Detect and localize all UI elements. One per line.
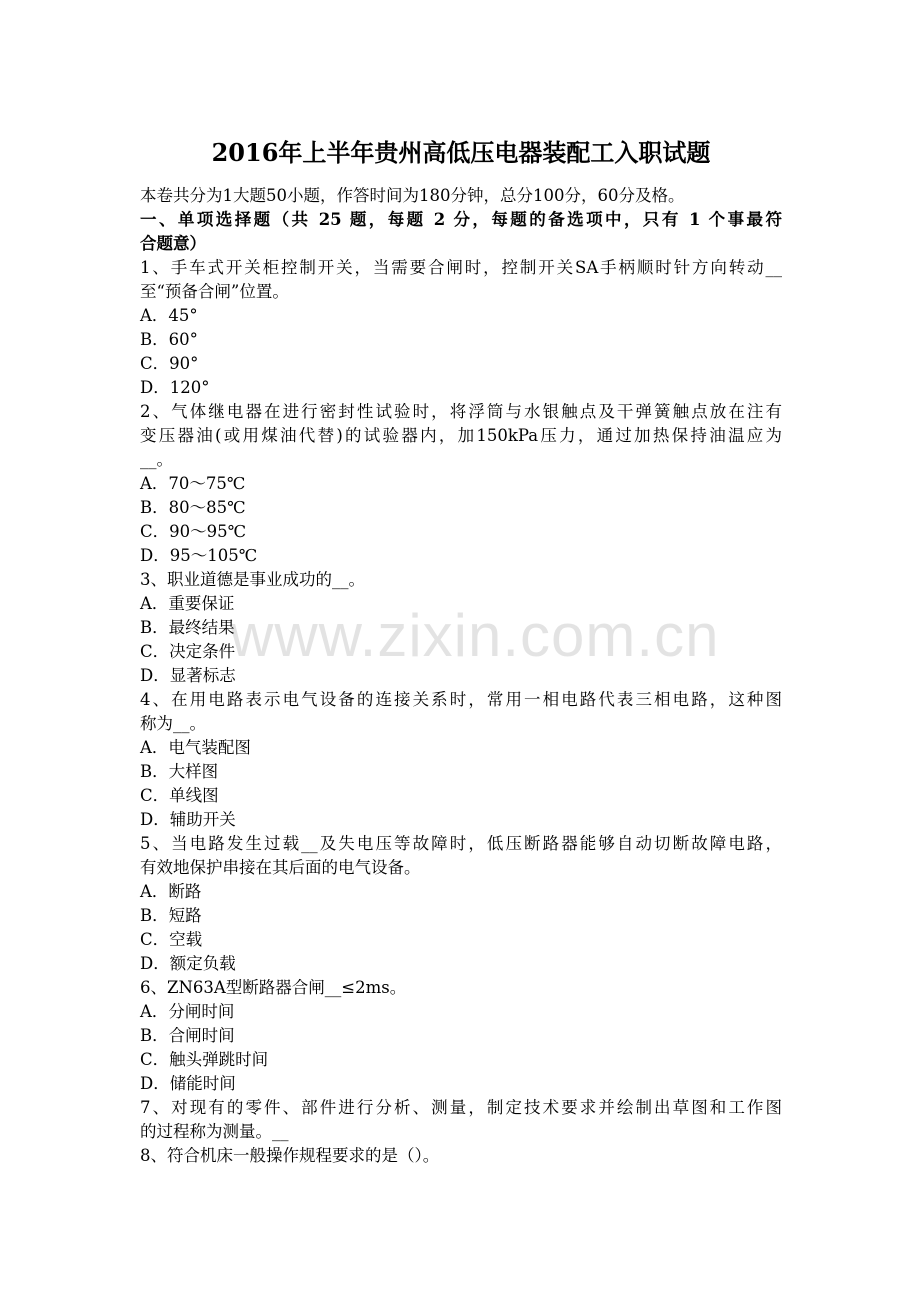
answer-option: A．45° xyxy=(140,306,198,325)
question-1 xyxy=(140,256,782,400)
question-text-line: 至“预备合闸”位置。 xyxy=(140,282,289,301)
question-5 xyxy=(140,832,782,976)
answer-option: D．额定负载 xyxy=(140,954,236,973)
answer-option: B．最终结果 xyxy=(140,618,235,637)
watermark: www.zixin.com.cn xyxy=(230,602,720,669)
question-text-line: 6、ZN63A型断路器合闸__≤2ms。 xyxy=(140,978,407,997)
answer-option: D．95～105℃ xyxy=(140,546,258,565)
answer-option: A．电气装配图 xyxy=(140,738,251,757)
intro-text: 本卷共分为1大题50小题，作答时间为180分钟，总分100分，60分及格。 xyxy=(140,186,685,205)
answer-option: B．60° xyxy=(140,330,198,349)
answer-option: B．短路 xyxy=(140,906,202,925)
question-text-line: 称为__。 xyxy=(140,714,206,733)
question-text-line: 的过程称为测量。__ xyxy=(140,1122,289,1141)
question-text-line: 5、当电路发生过载__及失电压等故障时，低压断路器能够自动切断故障电路， xyxy=(140,834,782,853)
question-8 xyxy=(140,1144,782,1168)
question-text-line: __。 xyxy=(140,450,173,469)
answer-option: D．辅助开关 xyxy=(140,810,236,829)
question-7 xyxy=(140,1096,782,1144)
question-text-line: 3、职业道德是事业成功的__。 xyxy=(140,570,365,589)
answer-option: C．90° xyxy=(140,354,199,373)
answer-option: A．断路 xyxy=(140,882,202,901)
answer-option: A．70～75℃ xyxy=(140,474,246,493)
answer-option: B．80～85℃ xyxy=(140,498,246,517)
answer-option: D．显著标志 xyxy=(140,666,236,685)
question-text-line: 1、手车式开关柜控制开关，当需要合闸时，控制开关SA手柄顺时针方向转动__ xyxy=(140,258,782,277)
question-4 xyxy=(140,688,782,832)
answer-option: D．储能时间 xyxy=(140,1074,236,1093)
question-text-line: 有效地保护串接在其后面的电气设备。 xyxy=(140,858,421,877)
question-text-line: 变压器油(或用煤油代替)的试验器内，加150kPa压力，通过加热保持油温应为 xyxy=(140,426,782,445)
question-text-line: 8、符合机床一般操作规程要求的是（）。 xyxy=(140,1146,440,1165)
section-heading-line-1: 一、单项选择题（共 25 题，每题 2 分，每题的备选项中，只有 1 个事最符 xyxy=(140,210,782,229)
answer-option: C．触头弹跳时间 xyxy=(140,1050,269,1069)
answer-option: C．空载 xyxy=(140,930,203,949)
question-list xyxy=(140,256,782,1168)
answer-option: A．分闸时间 xyxy=(140,1002,235,1021)
answer-option: C．单线图 xyxy=(140,786,219,805)
question-text-line: 7、对现有的零件、部件进行分析、测量，制定技术要求并绘制出草图和工作图 xyxy=(140,1098,782,1117)
answer-option: B．大样图 xyxy=(140,762,219,781)
question-text-line: 4、在用电路表示电气设备的连接关系时，常用一相电路代表三相电路，这种图 xyxy=(140,690,782,709)
section-heading-line-2: 合题意） xyxy=(140,234,206,253)
question-6 xyxy=(140,976,782,1096)
question-3 xyxy=(140,568,782,688)
page-title: 2016年上半年贵州高低压电器装配工入职试题 xyxy=(211,138,711,167)
answer-option: D．120° xyxy=(140,378,210,397)
question-2 xyxy=(140,400,782,568)
question-text-line: 2、气体继电器在进行密封性试验时，将浮筒与水银触点及干弹簧触点放在注有 xyxy=(140,402,782,421)
document-page xyxy=(140,132,782,1168)
answer-option: C．90～95℃ xyxy=(140,522,247,541)
answer-option: C．决定条件 xyxy=(140,642,236,661)
answer-option: B．合闸时间 xyxy=(140,1026,235,1045)
answer-option: A．重要保证 xyxy=(140,594,235,613)
